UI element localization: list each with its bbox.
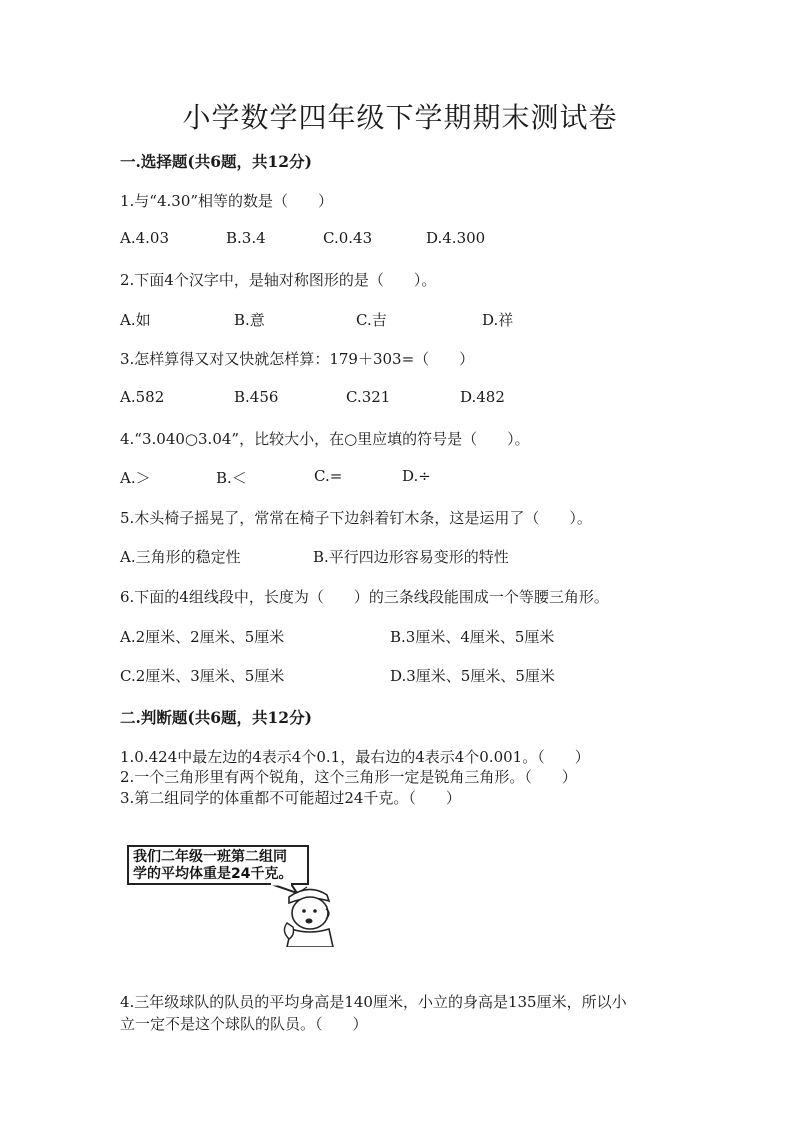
question-2-option-a: A.如	[120, 311, 151, 329]
judgement-item-2: 2.一个三角形里有两个锐角，这个三角形一定是锐角三角形。（ ）	[120, 768, 577, 786]
question-2-option-d: D.祥	[482, 311, 514, 329]
question-3-option-a: A.582	[120, 388, 165, 406]
question-4-option-b: B.＜	[216, 469, 247, 487]
judgement-item-4-line-1: 4.三年级球队的队员的平均身高是140厘米，小立的身高是135厘米，所以小	[120, 993, 627, 1011]
question-1-option-c: C.0.43	[323, 229, 373, 247]
illustration-boy-speech	[121, 835, 339, 947]
question-1-option-a: A.4.03	[120, 229, 169, 247]
question-3-option-b: B.456	[234, 388, 279, 406]
judgement-item-4-line-2: 立一定不是这个球队的队员。（ ）	[120, 1015, 368, 1033]
judgement-item-3: 3.第二组同学的体重都不可能超过24千克。（ ）	[120, 789, 461, 807]
question-3-option-d: D.482	[460, 388, 505, 406]
question-6-stem: 6.下面的4组线段中，长度为（ ）的三条线段能围成一个等腰三角形。	[120, 588, 609, 606]
section-heading-judgement: 二.判断题(共6题，共12分)	[120, 708, 312, 727]
question-1-stem: 1.与“4.30”相等的数是（ ）	[120, 192, 334, 210]
question-2-stem: 2.下面4个汉字中，是轴对称图形的是（ ）。	[120, 271, 437, 289]
question-4-stem: 4.“3.040○3.04”，比较大小，在○里应填的符号是（ ）。	[120, 430, 530, 448]
question-6-option-a: A.2厘米、2厘米、5厘米	[120, 628, 285, 646]
question-2-option-c: C.吉	[356, 311, 387, 329]
question-4-option-d: D.÷	[402, 467, 431, 485]
speech-line-1: 我们二年级一班第二组同	[133, 849, 287, 865]
question-6-option-d: D.3厘米、5厘米、5厘米	[390, 667, 555, 685]
question-4-option-a: A.＞	[120, 469, 151, 487]
question-3-option-c: C.321	[346, 388, 391, 406]
question-6-option-b: B.3厘米、4厘米、5厘米	[390, 628, 555, 646]
speech-line-2: 学的平均体重是24千克。	[133, 866, 293, 882]
question-4-option-c: C.=	[314, 467, 343, 485]
question-5-option-b: B.平行四边形容易变形的特性	[313, 548, 509, 566]
question-2-option-b: B.意	[234, 311, 265, 329]
question-3-stem: 3.怎样算得又对又快就怎样算：179＋303=（ ）	[120, 350, 475, 368]
question-1-option-d: D.4.300	[426, 229, 486, 247]
boy-figure-icon	[121, 835, 339, 947]
page-title: 小学数学四年级下学期期末测试卷	[182, 101, 618, 134]
question-5-stem: 5.木头椅子摇晃了，常常在椅子下边斜着钉木条，这是运用了（ ）。	[120, 509, 592, 527]
question-6-option-c: C.2厘米、3厘米、5厘米	[120, 667, 285, 685]
section-heading-choice: 一.选择题(共6题，共12分)	[120, 152, 312, 171]
question-1-option-b: B.3.4	[226, 229, 266, 247]
judgement-item-1: 1.0.424中最左边的4表示4个0.1，最右边的4表示4个0.001。（ ）	[120, 748, 590, 766]
question-5-option-a: A.三角形的稳定性	[120, 548, 241, 566]
